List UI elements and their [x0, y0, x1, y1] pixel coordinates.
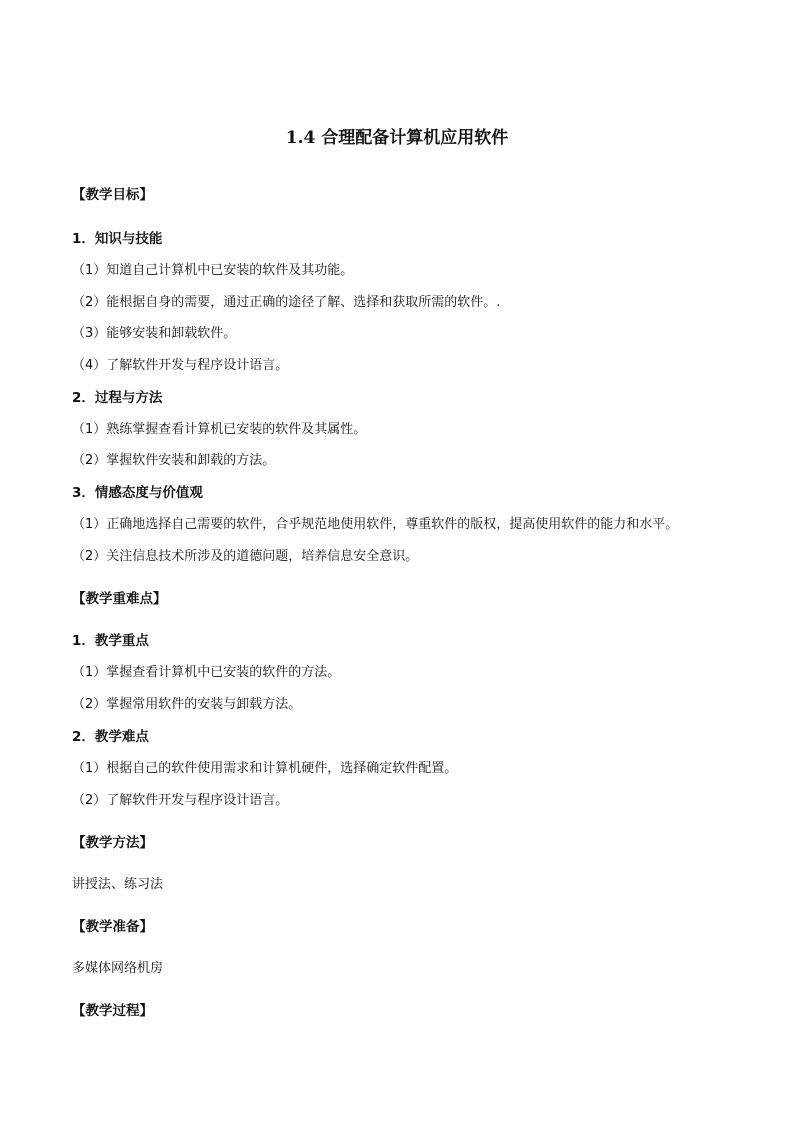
subheading-attitude-values: 3．情感态度与价值观: [72, 485, 203, 501]
document-title: 1.4 合理配备计算机应用软件: [285, 128, 509, 148]
subheading-knowledge-skills: 1．知识与技能: [72, 231, 163, 247]
subheading-key-point: 1．教学重点: [72, 633, 149, 649]
section-heading-process: 【教学过程】: [72, 1003, 153, 1019]
section-heading-method: 【教学方法】: [72, 835, 153, 851]
list-item: （1）掌握查看计算机中已安装的软件的方法。: [72, 665, 341, 680]
list-item: （1）正确地选择自己需要的软件，合乎规范地使用软件，尊重软件的版权，提高使用软件的能力和水平。: [72, 517, 679, 532]
subheading-process-method: 2．过程与方法: [72, 390, 163, 406]
list-item: （1）知道自己计算机中已安装的软件及其功能。: [72, 263, 354, 278]
list-item: （1）根据自己的软件使用需求和计算机硬件，选择确定软件配置。: [72, 761, 458, 776]
subheading-difficult-point: 2．教学难点: [72, 729, 149, 745]
list-item: （2）关注信息技术所涉及的道德问题，培养信息安全意识。: [72, 549, 419, 564]
section-heading-goals: 【教学目标】: [72, 187, 153, 203]
list-item: （2）掌握软件安装和卸载的方法。: [72, 453, 276, 468]
prep-text: 多媒体网络机房: [72, 961, 164, 976]
method-text: 讲授法、练习法: [72, 877, 164, 892]
list-item: （2）了解软件开发与程序设计语言。: [72, 793, 289, 808]
list-item: （2）能根据自身的需要，通过正确的途径了解、选择和获取所需的软件。.: [72, 295, 501, 310]
list-item: （1）熟练掌握查看计算机已安装的软件及其属性。: [72, 422, 367, 437]
list-item: （3）能够安装和卸载软件。: [72, 326, 237, 341]
list-item: （4）了解软件开发与程序设计语言。: [72, 358, 289, 373]
list-item: （2）掌握常用软件的安装与卸载方法。: [72, 697, 302, 712]
section-heading-key-points: 【教学重难点】: [72, 591, 167, 607]
section-heading-prep: 【教学准备】: [72, 919, 153, 935]
